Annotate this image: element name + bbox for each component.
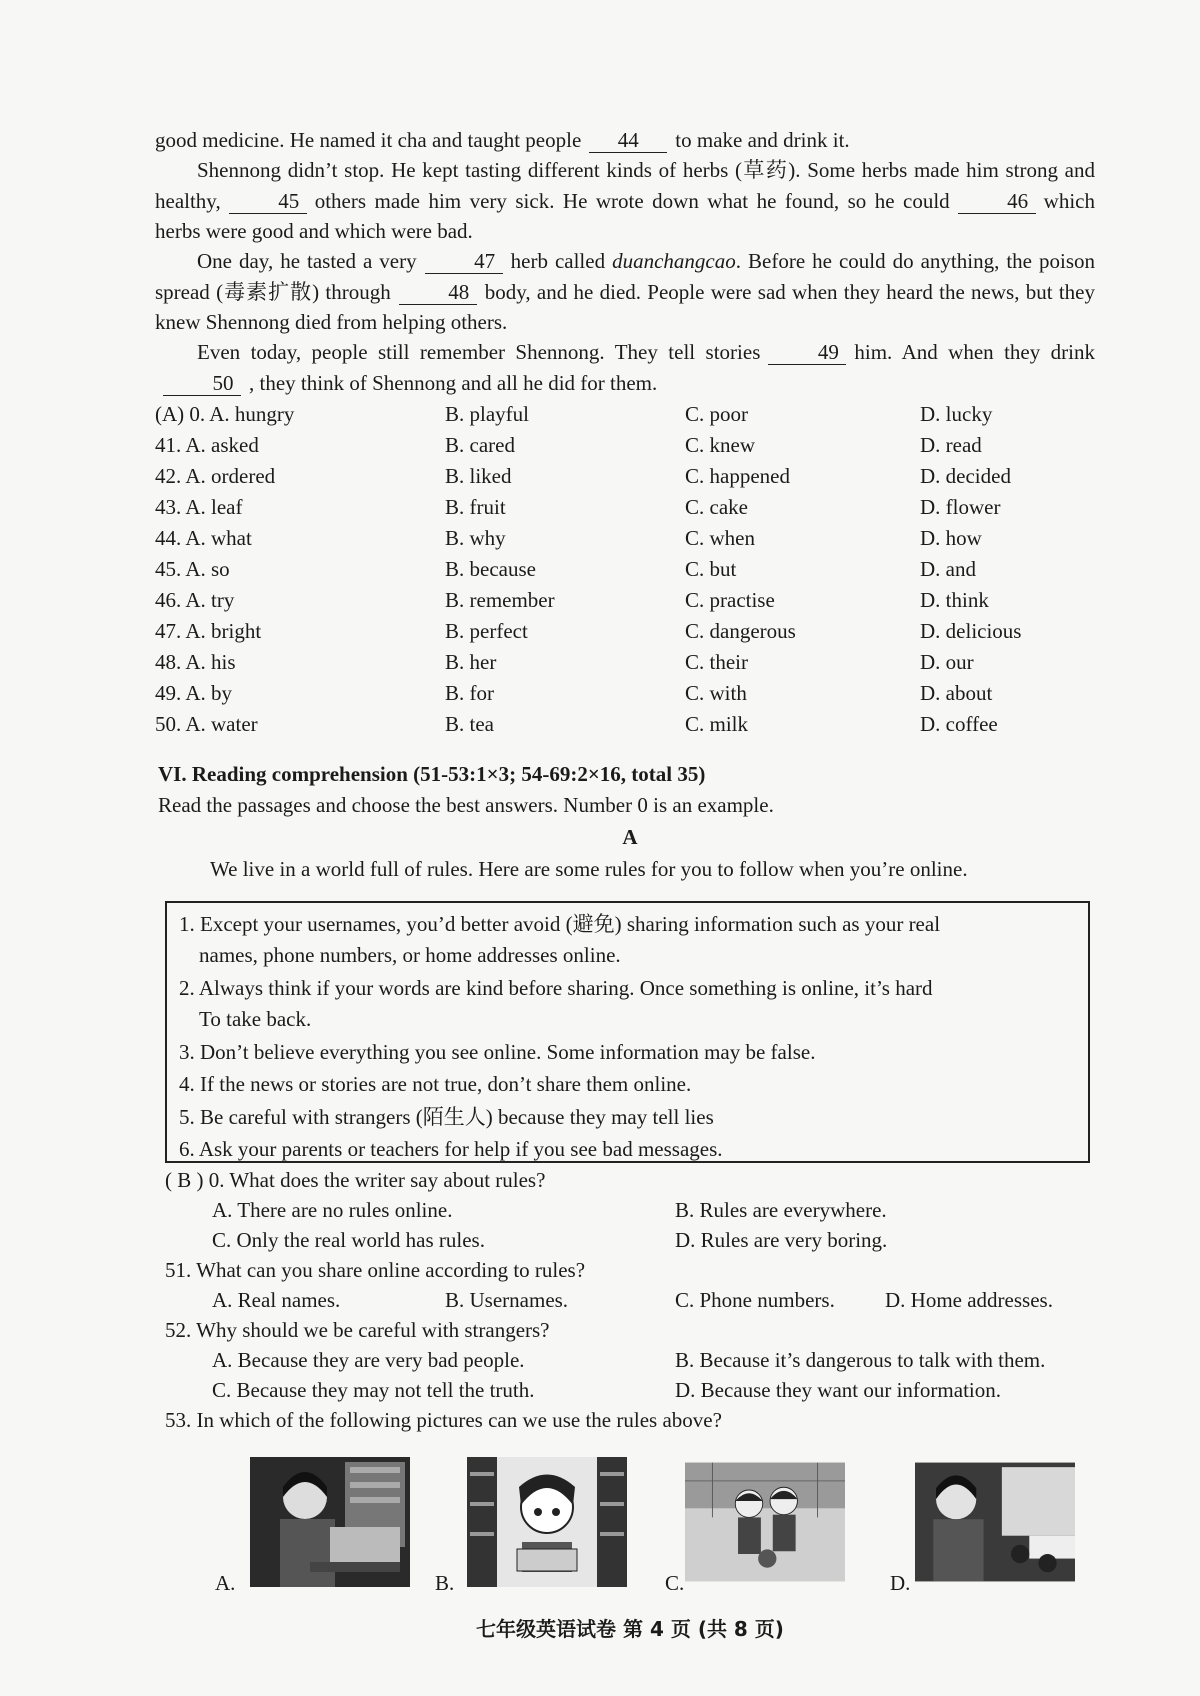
option-c: C. milk (685, 712, 749, 736)
option-a: 41. A. asked (155, 433, 259, 457)
passage-text: herb called (510, 249, 606, 273)
option-a: (A) 0. A. hungry (155, 402, 295, 426)
picture-label-a: A. (215, 1571, 236, 1595)
passage-text: good medicine. He named it cha and taught people (155, 128, 582, 152)
rule-line: 1. Except your usernames, you’d better avoid (避免) sharing information such as your real (179, 912, 941, 936)
option-b: B. Rules are everywhere. (675, 1198, 887, 1222)
blank-47: 47 (425, 249, 503, 274)
picture-d-student-in-classroom (915, 1457, 1075, 1587)
option-b: B. perfect (445, 619, 528, 643)
rules-box (165, 901, 1090, 1163)
passage-line-1 (155, 125, 1095, 156)
rule-line: 2. Always think if your words are kind before sharing. Once something is online, it’s hard (179, 976, 933, 1000)
passage-text: One day, he tasted a very (197, 249, 417, 273)
option-c: C. with (685, 681, 747, 705)
option-a: A. There are no rules online. (212, 1198, 453, 1222)
option-b: B. tea (445, 712, 494, 736)
option-b: B. why (445, 526, 506, 550)
blank-44: 44 (589, 128, 667, 153)
option-b: B. because (445, 557, 536, 581)
section-instruction: Read the passages and choose the best answers. Number 0 is an example. (158, 793, 774, 817)
passage-paragraph-4 (155, 337, 1095, 398)
blank-45: 45 (229, 189, 307, 214)
option-a: 42. A. ordered (155, 464, 276, 488)
passage-text: body, and he died. People were sad when they heard the news, but they knew Shennong died from helping others. (155, 279, 1095, 334)
option-c: C. poor (685, 402, 748, 426)
option-d: D. Home addresses. (885, 1288, 1053, 1312)
passage-text: Even today, people still remember Shennong. They tell stories (197, 340, 761, 364)
question-0: ( B ) 0. What does the writer say about rules? (165, 1168, 546, 1192)
option-b: B. cared (445, 433, 515, 457)
option-c: C. Because they may not tell the truth. (212, 1378, 535, 1402)
option-c: C. dangerous (685, 619, 796, 643)
option-d: D. read (920, 433, 982, 457)
herb-name: duanchangcao (612, 249, 736, 273)
blank-50: 50 (163, 371, 241, 396)
passage-text: him. And when they drink (854, 340, 1095, 364)
option-d: D. Rules are very boring. (675, 1228, 888, 1252)
option-c: C. Phone numbers. (675, 1288, 835, 1312)
option-d: D. delicious (920, 619, 1022, 643)
option-a: 47. A. bright (155, 619, 262, 643)
picture-label-c: C. (665, 1571, 685, 1595)
blank-48: 48 (399, 280, 477, 305)
section-heading: VI. Reading comprehension (51-53:1×3; 54-69:2×16, total 35) (158, 762, 706, 786)
option-a: 49. A. by (155, 681, 233, 705)
option-b: B. fruit (445, 495, 506, 519)
option-d: D. flower (920, 495, 1001, 519)
option-b: B. remember (445, 588, 555, 612)
rule-line: To take back. (199, 1007, 312, 1031)
option-a: 50. A. water (155, 712, 258, 736)
option-c: C. Only the real world has rules. (212, 1228, 485, 1252)
option-b: B. her (445, 650, 497, 674)
passage-text: . Before he could do anything, the poison spread (毒素扩散) through (155, 249, 1096, 304)
option-d: D. about (920, 681, 993, 705)
passage-paragraph-3 (155, 246, 1095, 338)
passage-text: Shennong didn’t stop. He kept tasting different kinds of herbs (草药). Some herbs made him strong and healthy, (155, 158, 1095, 213)
option-d: D. think (920, 588, 989, 612)
option-c: C. cake (685, 495, 748, 519)
option-c: C. knew (685, 433, 755, 457)
passage-letter: A (622, 825, 638, 849)
option-a: A. Real names. (212, 1288, 341, 1312)
option-a: 45. A. so (155, 557, 230, 581)
option-d: D. our (920, 650, 974, 674)
option-d: D. and (920, 557, 976, 581)
option-b: B. for (445, 681, 494, 705)
option-a: 43. A. leaf (155, 495, 243, 519)
option-a: A. Because they are very bad people. (212, 1348, 525, 1372)
rule-line: 4. If the news or stories are not true, don’t share them online. (179, 1072, 692, 1096)
option-c: C. their (685, 650, 748, 674)
option-a: 48. A. his (155, 650, 236, 674)
option-d: D. decided (920, 464, 1011, 488)
option-d: D. how (920, 526, 982, 550)
passage-paragraph-2 (155, 155, 1095, 247)
option-b: B. Usernames. (445, 1288, 569, 1312)
passage-text: , they think of Shennong and all he did for them. (249, 370, 658, 395)
question-52: 52. Why should we be careful with strangers? (165, 1318, 550, 1342)
blank-49: 49 (768, 340, 846, 365)
option-a: 46. A. try (155, 588, 235, 612)
option-c: C. when (685, 526, 755, 550)
rule-line: names, phone numbers, or home addresses online. (199, 943, 621, 967)
picture-c-kids-playing-basketball (685, 1457, 845, 1587)
rule-line: 6. Ask your parents or teachers for help if you see bad messages. (179, 1137, 723, 1161)
passage-text: which herbs were good and which were bad. (155, 188, 1095, 243)
option-b: B. liked (445, 464, 512, 488)
option-c: C. but (685, 557, 737, 581)
option-d: D. Because they want our information. (675, 1378, 1001, 1402)
option-d: D. lucky (920, 402, 993, 426)
page-footer: 七年级英语试卷 第 4 页 (共 8 页) (476, 1617, 784, 1641)
question-53: 53. In which of the following pictures can we use the rules above? (165, 1408, 722, 1432)
picture-a-boy-at-computer (250, 1457, 410, 1587)
question-51: 51. What can you share online according to rules? (165, 1258, 586, 1282)
option-c: C. practise (685, 588, 775, 612)
blank-46: 46 (958, 189, 1036, 214)
rule-line: 5. Be careful with strangers (陌生人) because they may tell lies (179, 1105, 714, 1129)
passage-text: to make and drink it. (675, 128, 850, 152)
option-c: C. happened (685, 464, 790, 488)
option-b: B. playful (445, 402, 529, 426)
passage-intro: We live in a world full of rules. Here are some rules for you to follow when you’re online. (210, 857, 968, 881)
picture-b-girl-reading-in-library (467, 1457, 627, 1587)
option-a: 44. A. what (155, 526, 252, 550)
option-b: B. Because it’s dangerous to talk with them. (675, 1348, 1046, 1372)
passage-text: others made him very sick. He wrote down what he found, so he could (314, 188, 950, 213)
picture-label-d: D. (890, 1571, 911, 1595)
rule-line: 3. Don’t believe everything you see online. Some information may be false. (179, 1040, 816, 1064)
option-d: D. coffee (920, 712, 998, 736)
picture-label-b: B. (435, 1571, 455, 1595)
